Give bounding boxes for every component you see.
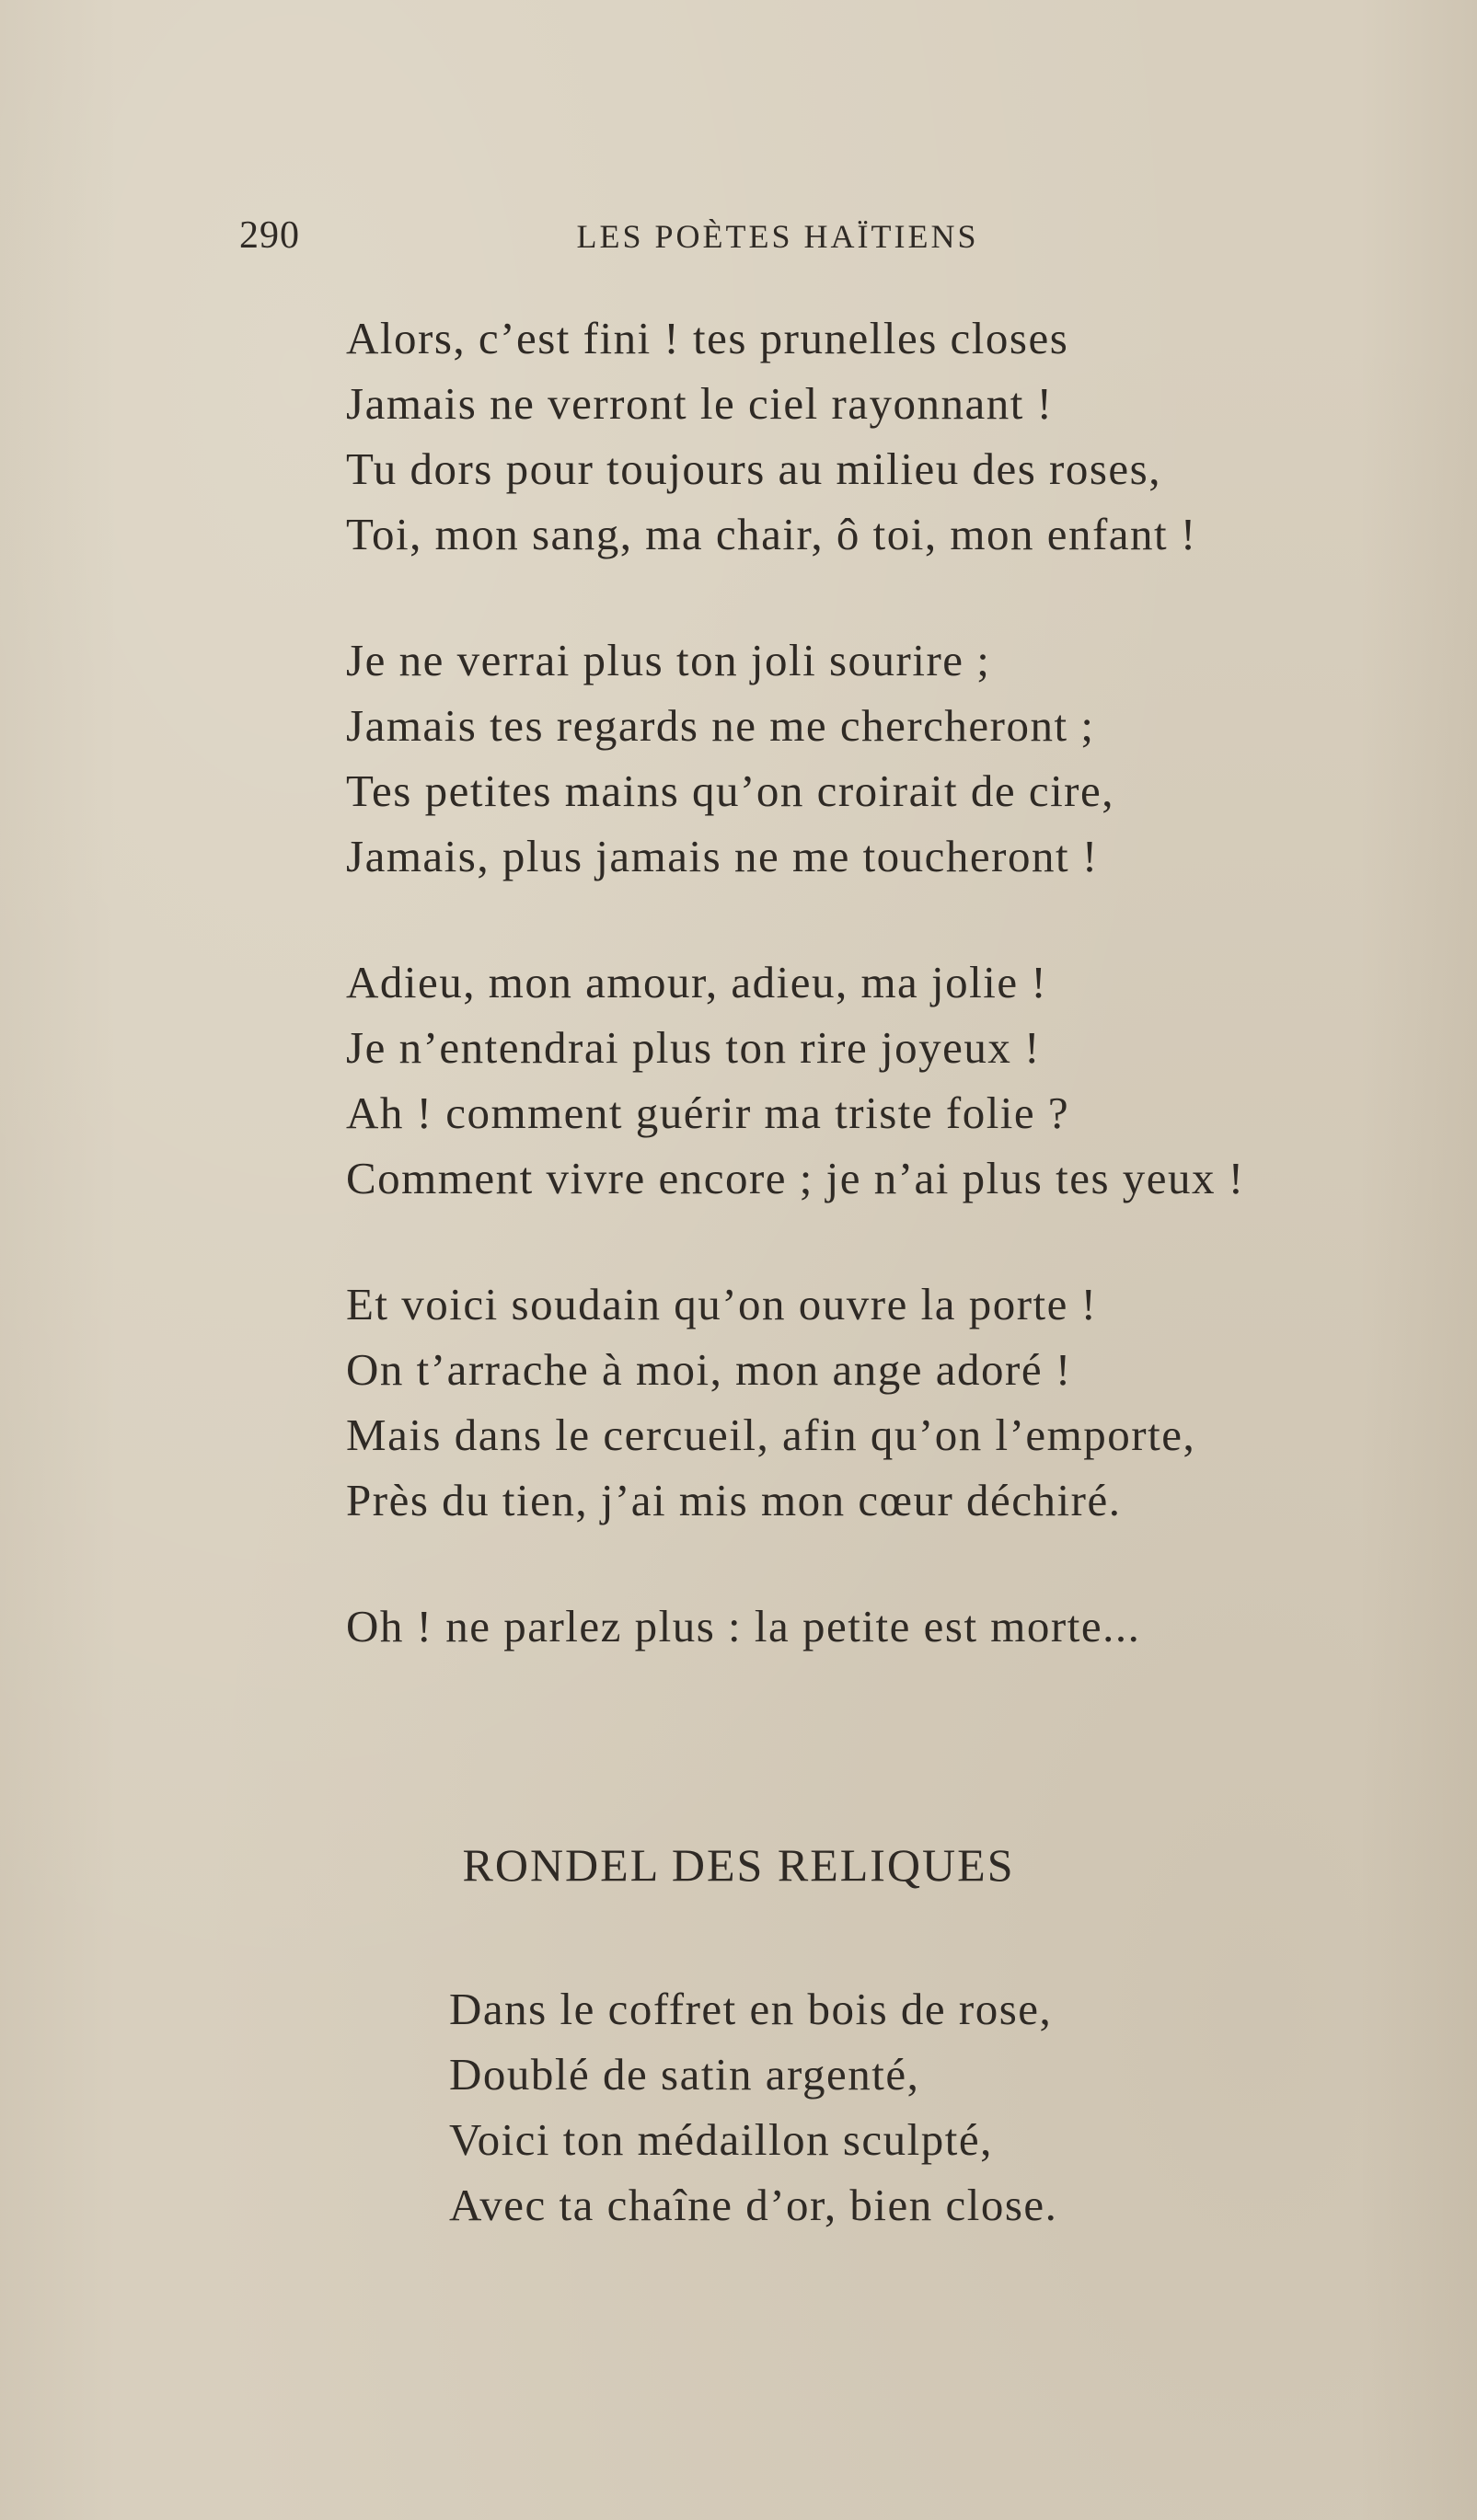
stanza-4 bbox=[346, 1272, 1358, 1533]
poem-line: Ah ! comment guérir ma triste folie ? bbox=[346, 1087, 1070, 1138]
rondel-line: Avec ta chaîne d’or, bien close. bbox=[449, 2180, 1058, 2230]
poem-line: Oh ! ne parlez plus : la petite est morte... bbox=[346, 1601, 1141, 1651]
stanza-3 bbox=[346, 949, 1358, 1211]
poem-line: Je n’entendrai plus ton rire joyeux ! bbox=[346, 1022, 1041, 1073]
poem-line: Adieu, mon amour, adieu, ma jolie ! bbox=[346, 957, 1048, 1007]
stanza-1 bbox=[346, 305, 1358, 567]
stanza-5 bbox=[346, 1594, 1358, 1659]
rondel-poem bbox=[449, 1976, 1369, 2238]
running-title: LES POÈTES HAÏTIENS bbox=[576, 218, 979, 255]
poem-line: Jamais ne verront le ciel rayonnant ! bbox=[346, 378, 1054, 429]
poem-line: Près du tien, j’ai mis mon cœur déchiré. bbox=[346, 1475, 1122, 1525]
poem-line: Jamais, plus jamais ne me toucheront ! bbox=[346, 831, 1099, 881]
running-head bbox=[239, 213, 1316, 269]
rondel-line: Doublé de satin argenté, bbox=[449, 2049, 920, 2100]
poem-line: Je ne verrai plus ton joli sourire ; bbox=[346, 635, 991, 685]
poem-line: Mais dans le cercueil, afin qu’on l’emporte, bbox=[346, 1410, 1196, 1460]
poem bbox=[346, 305, 1358, 1720]
page-number: 290 bbox=[239, 214, 300, 257]
poem-line: Jamais tes regards ne me chercheront ; bbox=[346, 700, 1095, 751]
rondel-line: Voici ton médaillon sculpté, bbox=[449, 2114, 993, 2165]
poem-line: Et voici soudain qu’on ouvre la porte ! bbox=[346, 1279, 1098, 1329]
poem-line: Toi, mon sang, ma chair, ô toi, mon enfant ! bbox=[346, 509, 1197, 559]
poem-line: Tes petites mains qu’on croirait de cire, bbox=[346, 765, 1114, 816]
rondel-line: Dans le coffret en bois de rose, bbox=[449, 1984, 1053, 2034]
poem-line: On t’arrache à moi, mon ange adoré ! bbox=[346, 1344, 1072, 1395]
poem-line: Tu dors pour toujours au milieu des roses, bbox=[346, 443, 1161, 494]
poem-line: Alors, c’est fini ! tes prunelles closes bbox=[346, 313, 1069, 363]
poem-line: Comment vivre encore ; je n’ai plus tes yeux ! bbox=[346, 1153, 1245, 1203]
section-title: RONDEL DES RELIQUES bbox=[462, 1839, 1015, 1891]
stanza-2 bbox=[346, 627, 1358, 889]
